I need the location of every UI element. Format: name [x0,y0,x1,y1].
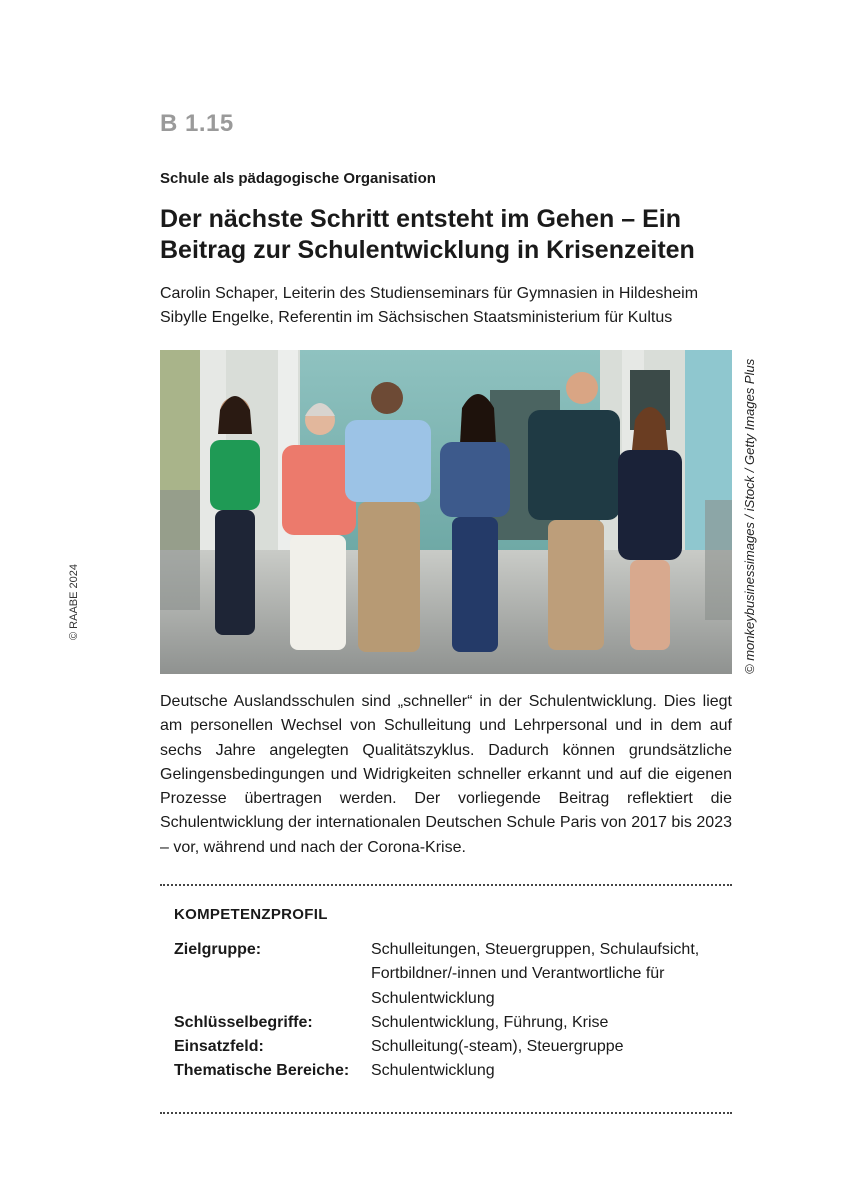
abstract-text: Deutsche Auslandsschulen sind „schneller“ in der Schulentwicklung. Dies liegt am personellen Wechsel von Schulleitung und Lehrpersonal und in dem auf sechs Jahre angelegten Qualitätszyklus. Dadurch können grundsätzliche Gelingensbedingungen und Widrigkeiten schneller erkannt und auf die eigenen Prozesse übertragen werden. Der vorliegende Beitrag reflektiert die Schulentwicklung der internationalen Deutschen Schule Paris von 2017 bis 2023 – vor, während und nach der Corona-Krise. [160,693,732,856]
row-value: Schulleitungen, Steuergruppen, Schulaufsicht, Fortbildner/-innen und Verantwortliche für Schulentwicklung [371,941,700,1007]
photo-illustration [160,350,732,674]
dotted-divider-bottom [160,1112,732,1114]
row-value: Schulentwicklung [371,1062,495,1080]
authors [160,282,698,330]
kompetenzprofil-row [174,1011,734,1035]
row-label: Schlüsselbegriffe: [174,1013,313,1031]
series-title: Schule als pädagogische Organisation [160,170,436,187]
kompetenzprofil-row [174,1059,734,1083]
row-value: Schulleitung(-steam), Steuergruppe [371,1038,624,1056]
kompetenzprofil-row [174,1035,734,1059]
row-value: Schulentwicklung, Führung, Krise [371,1013,609,1031]
students-photo [160,350,732,674]
copyright-notice: © RAABE 2024 [68,564,80,640]
kompetenzprofil-row [174,938,734,1011]
dotted-divider-top [160,884,732,886]
row-label: Zielgruppe: [174,941,262,958]
article-title: Der nächste Schritt entsteht im Gehen – Ein Beitrag zur Schulentwicklung in Krisenzeiten [160,205,695,264]
row-label: Einsatzfeld: [174,1038,264,1056]
kompetenzprofil-table [174,938,734,1084]
document-code: B 1.15 [160,110,234,137]
photo-credit: © monkeybusinessimages / iStock / Getty Images Plus [742,358,757,674]
author-2: Sibylle Engelke, Referentin im Sächsischen Staatsministerium für Kultus [160,309,673,326]
row-label: Thematische Bereiche: [174,1062,350,1080]
author-1: Carolin Schaper, Leiterin des Studienseminars für Gymnasien in Hildesheim [160,285,699,302]
kompetenzprofil-heading: KOMPETENZPROFIL [174,906,328,923]
